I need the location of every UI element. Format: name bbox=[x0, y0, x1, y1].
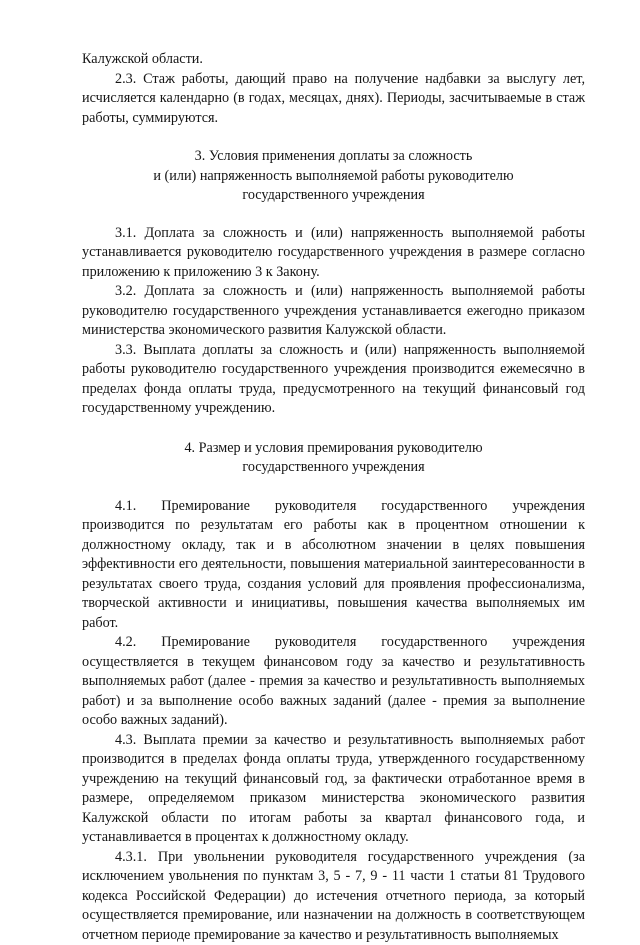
intro-line: Калужской области. bbox=[82, 50, 585, 70]
paragraph-4-3: 4.3. Выплата премии за качество и результативность выполняемых работ производится в пределах фонда оплаты труда, утвержденного государственному учреждению на текущий финансовый год, за фактически отработанное время в размере, определяемом приказом министерства экономического развития Калужской области по итогам работы за квартал финансового года, и устанавливается в процентах к должностному окладу. bbox=[82, 731, 585, 848]
paragraph-2-3: 2.3. Стаж работы, дающий право на получение надбавки за выслугу лет, исчисляется календарно (в годах, месяцах, днях). Периоды, засчитываемые в стаж работы, суммируются. bbox=[82, 70, 585, 129]
section-3-title-line: 3. Условия применения доплаты за сложность bbox=[82, 147, 585, 167]
paragraph-4-1: 4.1. Премирование руководителя государственного учреждения производится по результатам его работы как в процентном отношении к должностному окладу, так и в абсолютном значении в целях повышения эффективности его деятельности, повышения материальной заинтересованности в результатах своего труда, создания условий для проявления профессионализма, творческой активности и инициативы, повышения качества выполняемых им работ. bbox=[82, 497, 585, 634]
document-page bbox=[82, 50, 585, 945]
paragraph-3-1: 3.1. Доплата за сложность и (или) напряженность выполняемой работы устанавливается руководителю государственного учреждения в размере согласно приложению к приложению 3 к Закону. bbox=[82, 224, 585, 283]
section-4-title-line: 4. Размер и условия премирования руководителю bbox=[82, 439, 585, 459]
paragraph-3-2: 3.2. Доплата за сложность и (или) напряженность выполняемой работы руководителю государственного учреждения устанавливается ежегодно приказом министерства экономического развития Калужской области. bbox=[82, 282, 585, 341]
paragraph-4-3-1: 4.3.1. При увольнении руководителя государственного учреждения (за исключением увольнения по пунктам 3, 5 - 7, 9 - 11 части 1 статьи 81 Трудового кодекса Российской Федерации) до истечения отчетного периода, за который осуществляется премирование, или назначении на должность в соответствующем отчетном периоде премирование за качество и результативность выполняемых bbox=[82, 848, 585, 945]
paragraph-3-3: 3.3. Выплата доплаты за сложность и (или) напряженность выполняемой работы руководителю государственного учреждения производится ежемесячно в пределах фонда оплаты труда, предусмотренного на текущий финансовый год государственному учреждению. bbox=[82, 341, 585, 419]
paragraph-4-2: 4.2. Премирование руководителя государственного учреждения осуществляется в текущем финансовом году за качество и результативность выполняемых работ (далее - премия за качество и результативность выполняемых работ) и за выполнение особо важных заданий (далее - премия за выполнение особо важных заданий). bbox=[82, 633, 585, 731]
section-4-title-line: государственного учреждения bbox=[82, 458, 585, 478]
section-3-title-line: и (или) напряженность выполняемой работы руководителю bbox=[82, 167, 585, 187]
section-3-heading bbox=[82, 147, 585, 206]
section-3-title-line: государственного учреждения bbox=[82, 186, 585, 206]
section-4-heading bbox=[82, 439, 585, 478]
